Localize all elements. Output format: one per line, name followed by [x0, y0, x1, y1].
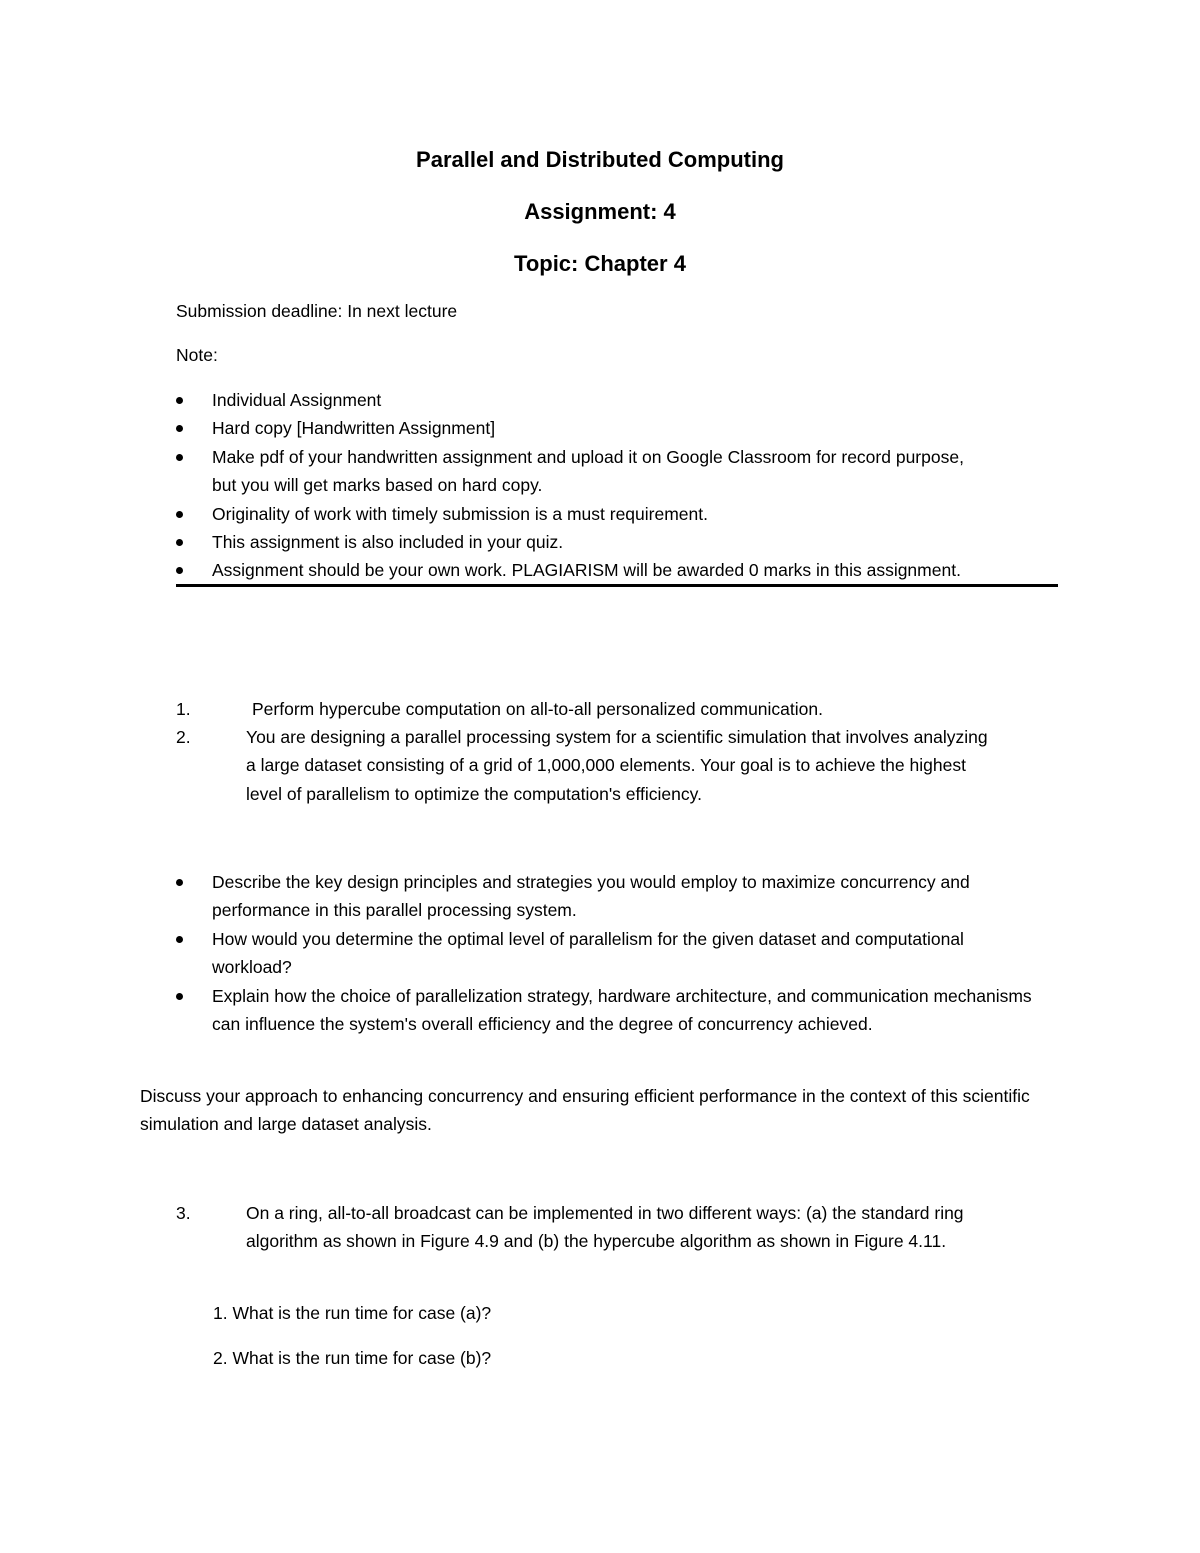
question-text: You are designing a parallel processing system for a scientific simulation that involves analyzing a large dataset consisting of a grid of 1,000,000 elements. Your goal is to achieve the highest level of parallelism to optimize the computation's efficiency.	[246, 727, 988, 804]
question-3-subquestion-a: 1. What is the run time for case (a)?	[213, 1303, 492, 1323]
list-item: Assignment should be your own work. PLAGIARISM will be awarded 0 marks in this assignment.	[176, 556, 1062, 584]
bullet-icon	[176, 567, 183, 574]
bullet-icon	[176, 511, 183, 518]
assignment-number: Assignment: 4	[524, 199, 676, 224]
question-number: 2.	[176, 727, 191, 747]
bullet-icon	[176, 879, 183, 886]
list-item: Make pdf of your handwritten assignment and upload it on Google Classroom for record purpose, but you will get marks based on hard copy.	[176, 443, 992, 500]
list-item: Describe the key design principles and strategies you would employ to maximize concurrency and performance in this parallel processing system.	[176, 868, 1032, 925]
notes-list	[176, 386, 1062, 585]
topic-title: Topic: Chapter 4	[514, 251, 686, 276]
question-number: 1.	[176, 699, 191, 719]
bullet-icon	[176, 454, 183, 461]
bullet-icon	[176, 936, 183, 943]
note-label: Note:	[176, 345, 218, 365]
question-2	[176, 723, 996, 808]
list-item: Hard copy [Handwritten Assignment]	[176, 414, 1032, 442]
list-item: How would you determine the optimal level of parallelism for the given dataset and computational workload?	[176, 925, 972, 982]
question-text: Perform hypercube computation on all-to-all personalized communication.	[252, 699, 823, 719]
section-divider	[176, 584, 1058, 587]
question-3	[176, 1199, 1036, 1256]
bullet-icon	[176, 993, 183, 1000]
bullet-icon	[176, 539, 183, 546]
bullet-icon	[176, 397, 183, 404]
question-2-subpoints	[176, 868, 1032, 1038]
question-text: On a ring, all-to-all broadcast can be implemented in two different ways: (a) the standard ring algorithm as shown in Figure 4.9 and (b) the hypercube algorithm as shown in Figure 4.11.	[246, 1203, 964, 1252]
list-item: Individual Assignment	[176, 386, 1032, 414]
submission-deadline: Submission deadline: In next lecture	[176, 301, 458, 321]
discussion-paragraph: Discuss your approach to enhancing concurrency and ensuring efficient performance in the context of this scientific simulation and large dataset analysis.	[140, 1086, 1030, 1135]
question-1	[176, 695, 1056, 723]
question-3-subquestion-b: 2. What is the run time for case (b)?	[213, 1348, 492, 1368]
list-item: Originality of work with timely submission is a must requirement.	[176, 500, 1032, 528]
bullet-icon	[176, 425, 183, 432]
list-item: Explain how the choice of parallelization strategy, hardware architecture, and communication mechanisms can influence the system's overall efficiency and the degree of concurrency achieved.	[176, 982, 1032, 1039]
course-title: Parallel and Distributed Computing	[416, 147, 784, 172]
list-item: This assignment is also included in your quiz.	[176, 528, 1032, 556]
question-number: 3.	[176, 1203, 191, 1223]
